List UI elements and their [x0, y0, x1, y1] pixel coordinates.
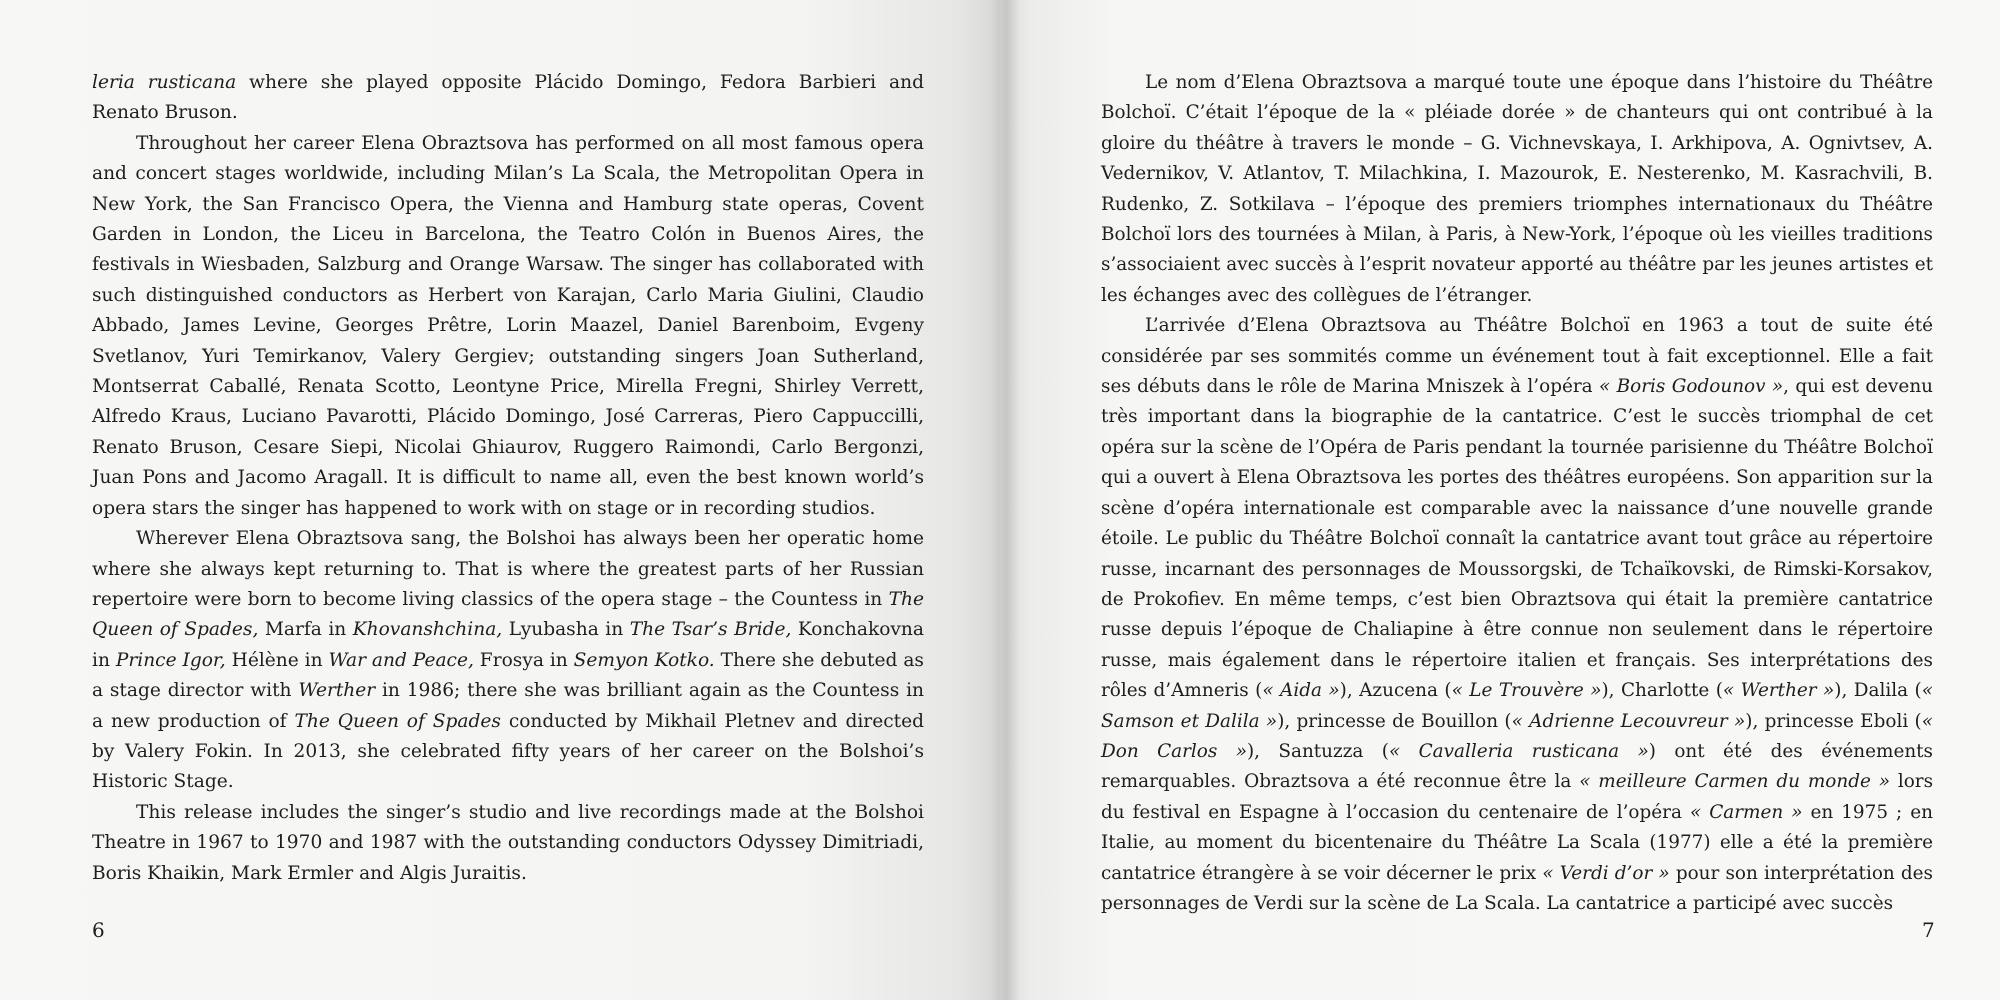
right-page	[1000, 0, 2000, 1000]
paragraph: Wherever Elena Obraztsova sang, the Bolshoi has always been her operatic home where she always kept returning to. That is where the greatest parts of her Russian repertoire were born to become living classics of the opera stage – the Countess in The Queen of Spades, Marfa in Khovanshchina, Lyubasha in The Tsar’s Bride, Konchakovna in Prince Igor, Hélène in War and Peace, Frosya in Semyon Kotko. There she debuted as a stage director with Werther in 1986; there she was brilliant again as the Countess in a new production of The Queen of Spades conducted by Mikhail Pletnev and directed by Valery Fokin. In 2013, she celebrated fifty years of her career on the Bolshoi’s Historic Stage.	[92, 528, 924, 793]
page-number: 7	[1922, 918, 1935, 942]
page-number: 6	[92, 918, 105, 942]
paragraph: L’arrivée d’Elena Obraztsova au Théâtre Bolchoï en 1963 a tout de suite été considérée par ses sommités comme un événement tout à fait exceptionnel. Elle a fait ses débuts dans le rôle de Marina Mniszek à l’opéra « Boris Godounov », qui est devenu très important dans la biographie de la cantatrice. C’est le succès triomphal de cet opéra sur la scène de l’Opéra de Paris pendant la tournée parisienne du Théâtre Bolchoï qui a ouvert à Elena Obraztsova les portes des théâtres européens. Son apparition sur la scène d’opéra internationale est comparable avec la naissance d’une nouvelle grande étoile. Le public du Théâtre Bolchoï connaît la cantatrice avant tout grâce au répertoire russe, incarnant des personnages de Moussorgski, de Tchaïkovski, de Rimski-Korsakov, de Prokofiev. En même temps, c’est bien Obraztsova qui était la première cantatrice russe depuis l’époque de Chaliapine à être connue non seulement dans le répertoire russe, mais également dans le répertoire italien et français. Ses interprétations des rôles d’Amneris (« Aida »), Azucena (« Le Trouvère »), Charlotte (« Werther »), Dalila (« Samson et Dalila »), princesse de Bouillon (« Adrienne Lecouvreur »), princesse Eboli (« Don Carlos »), Santuzza (« Cavalleria rusticana ») ont été des événements remarquables. Obraztsova a été reconnue être la « meilleure Carmen du monde » lors du festival en Espagne à l’occasion du centenaire de l’opéra « Carmen » en 1975 ; en Italie, au moment du bicentenaire du Théâtre La Scala (1977) elle a été la première cantatrice étrangère à se voir décerner le prix « Verdi d’or » pour son interprétation des personnages de Verdi sur la scène de La Scala. La cantatrice a participé avec succès	[1101, 315, 1934, 914]
left-page-text	[92, 68, 924, 889]
paragraph: Le nom d’Elena Obraztsova a marqué toute une époque dans l’histoire du Théâtre Bolchoï. C’était l’époque de la « pléiade dorée » de chanteurs qui ont contribué à la gloire du théâtre à travers le monde – G. Vichnevskaya, I. Arkhipova, A. Ognivtsev, A. Vedernikov, V. Atlantov, T. Milachkina, I. Mazourok, E. Nesterenko, M. Kasrachvili, B. Rudenko, Z. Sotkilava – l’époque des premiers triomphes internationaux du Théâtre Bolchoï lors des tournées à Milan, à Paris, à New-York, l’époque où les vieilles traditions s’associaient avec succès à l’esprit novateur apporté au théâtre par les jeunes artistes et les échanges avec des collègues de l’étranger.	[1101, 72, 1933, 306]
book-gutter	[990, 0, 1020, 1000]
paragraph: Throughout her career Elena Obraztsova has performed on all most famous opera and concert stages worldwide, including Milan’s La Scala, the Metropolitan Opera in New York, the San Francisco Opera, the Vienna and Hamburg state operas, Covent Garden in London, the Liceu in Barcelona, the Teatro Colón in Buenos Aires, the festivals in Wiesbaden, Salzburg and Orange Warsaw. The singer has collaborated with such distinguished conductors as Herbert von Karajan, Carlo Maria Giulini, Claudio Abbado, James Levine, Georges Prêtre, Lorin Maazel, Daniel Barenboim, Evgeny Svetlanov, Yuri Temirkanov, Valery Gergiev; outstanding singers Joan Sutherland, Montserrat Caballé, Renata Scotto, Leontyne Price, Mirella Fregni, Shirley Verrett, Alfredo Kraus, Luciano Pavarotti, Plácido Domingo, José Carreras, Piero Cappuccilli, Renato Bruson, Cesare Siepi, Nicolai Ghiaurov, Ruggero Raimondi, Carlo Bergonzi, Juan Pons and Jacomo Aragall. It is difficult to name all, even the best known world’s opera stars the singer has happened to work with on stage or in recording studios.	[92, 132, 924, 519]
paragraph: This release includes the singer’s studio and live recordings made at the Bolshoi Theatre in 1967 to 1970 and 1987 with the outstanding conductors Odyssey Dimitriadi, Boris Khaikin, Mark Ermler and Algis Juraitis.	[92, 801, 924, 884]
right-page-text	[1101, 68, 1933, 919]
paragraph: leria rusticana where she played opposite Plácido Domingo, Fedora Barbieri and Renato Bruson.	[92, 72, 924, 124]
